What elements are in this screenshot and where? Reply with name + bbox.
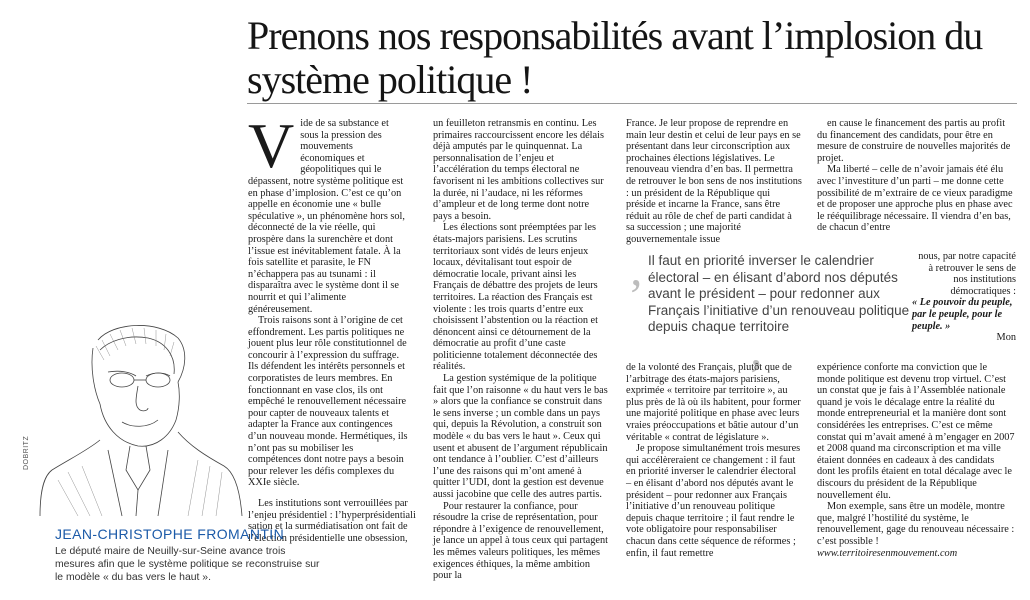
- paragraph: Pour restaurer la confiance, pour résoudre la crise de représentation, pour répondre à l’exigence de renouvellement, je lance un appel à tous ceux qui partagent les mêmes valeurs politiques, les mêmes exigences éthiques, la même ambition pour la: [433, 500, 608, 582]
- paragraph: Trois raisons sont à l’origine de cet effondrement. Les partis politiques ne jouent plus leur rôle constitutionnel de concourir à l’expression du suffrage. Ils défendent les intérêts personnels et corporatistes de leurs membres. En fonctionnant en vase clos, ils ont empêché le renouvellement nécessaire pour capter de nouveaux talents et adapter la France aux contingences d’un nouveau monde. Hermétiques, ils n’ont pas su mobiliser les compétences dont notre pays a besoin pour relever les défis complexes du XXIe siècle.: [248, 315, 408, 489]
- paragraph: Je propose simultanément trois mesures qui accélèreraient ce changement : il faut en priorité inverser le calendrier électoral – en élisant d’abord nos députés avant le président – pour redonner aux Français l’initiative d’un renouveau politique depuis chaque territoire ; il faut rendre le vote obligatoire pour responsabiliser chacun dans cette séquence de réformes ; enfin, il faut remettre: [626, 443, 801, 559]
- paragraph: en cause le financement des partis au profit du financement des candidats, pour être en mesure de construire de nouvelles majorités de projet.: [817, 118, 1011, 164]
- quote-close-icon: ‚: [748, 323, 764, 376]
- paragraph: La gestion systémique de la politique fait que l’on raisonne « du haut vers le bas » alors que la confiance se construit dans le sens inverse ; un comble dans un pays qui, depuis la Révolution, a construit son modèle « du bas vers le haut ». Ceux qui usent et abusent de l’argument républicain ont tendance à l’oublier. C’est d’ailleurs l’une des raisons qui m’ont amené à quitter l’UDI, dont la gestion est devenue aussi jacobine que celle des autres partis.: [433, 373, 608, 500]
- illustration-credit: DOBRITZ: [23, 435, 30, 470]
- article-column-3: [626, 118, 802, 246]
- article-column-3-lower: [626, 362, 802, 559]
- pull-quote: [632, 253, 912, 336]
- author-bio: Le député maire de Neuilly-sur-Seine avance trois mesures afin que le système politique se reconstruise sur le modèle « du bas vers le haut ».: [55, 546, 320, 584]
- paragraph: nous, par notre capacité à retrouver le sens de nos institutions démocratiques :: [918, 251, 1016, 297]
- paragraph: France. Je leur propose de reprendre en main leur destin et celui de leur pays en se présentant dans leur circonscription aux prochaines élections législatives. Le renouveau viendra d’en bas. Il permettra de retrouver le bon sens de nos institutions : un président de la République qui préside et incarne la France, sans être réduit au rôle de chef de parti candidat à sa succession ; une majorité gouvernementale issue: [626, 118, 802, 245]
- headline: Prenons nos responsabilités avant l’implosion du système politique !: [247, 13, 983, 102]
- article-column-4-lower: [817, 362, 1015, 559]
- quote-inline: « Le pouvoir du peuple, par le peuple, pour le peuple. »: [912, 297, 1013, 332]
- article-column-4: [817, 118, 1015, 234]
- pull-quote-text: Il faut en priorité inverser le calendrier électoral – en élisant d’abord nos députés avant le président – pour redonner aux Français l’initiative d’un renouveau politique depuis chaque territoire: [648, 253, 910, 335]
- paragraph: Mon: [996, 332, 1016, 344]
- paragraph: Ma liberté – celle de n’avoir jamais été élu avec l’investiture d’un parti – me donne cette possibilité de m’extraire de ce vieux paradigme et de proposer une approche plus en phase avec le rééquilibrage nécessaire. Il viendra d’en bas, de chacun d’entre: [817, 164, 1013, 234]
- quote-open-icon: ‚: [628, 243, 644, 296]
- author-name: JEAN-CHRISTOPHE FROMANTIN: [55, 526, 285, 542]
- drop-cap: V: [248, 110, 295, 181]
- article-column-2: [433, 118, 609, 582]
- paragraph: un feuilleton retransmis en continu. Les primaires raccourcissent encore les délais déjà amputés par le quinquennat. La personnalisation de l’enjeu et l’accélération du temps électoral ne favorisent ni les ambitions collectives sur la durée, ni l’audace, ni les réformes d’ampleur et de long terme dont notre pays a besoin.: [433, 118, 604, 222]
- paragraph: Les institutions sont verrouillées par l’enjeu présidentiel : l’hyperprésidentiali sation et la surmédiatisation ont fait de l’élection présidentielle une obsession,: [248, 498, 416, 544]
- website-link[interactable]: www.territoiresenmouvement.com: [817, 547, 958, 559]
- paragraph: Les élections sont préemptées par les états-majors parisiens. Les scrutins territoriaux sont vidés de leurs enjeux locaux, dévitalisant tout espoir de démocratie locale, privant ainsi les Français de débattre des projets de leurs territoires. La réaction des Français est violente : les trois quarts d’entre eux choisissent l’abstention ou la réaction et dénoncent ainsi ce détournement de la démocratie au profit d’une caste politicienne totalement déconnectée des réalités.: [433, 222, 598, 373]
- headline-divider: [247, 103, 1017, 104]
- article-column-1: [248, 110, 408, 489]
- author-portrait-illustration: [38, 320, 243, 518]
- paragraph: de la volonté des Français, plutôt que de l’arbitrage des états-majors parisiens, exprimée « territoire par territoire », au plus près de là où ils habitent, pour former une majorité politique en phase avec leurs vraies préoccupations et bâtie autour d’un véritable « contrat de législature ».: [626, 362, 801, 443]
- paragraph: Mon exemple, sans être un modèle, montre que, malgré l’hostilité du système, le renouvellement, gage du renouveau nécessaire : c’est possible !: [817, 501, 1015, 547]
- article-column-4-side: [912, 251, 1016, 344]
- paragraph: expérience conforte ma conviction que le monde politique est devenu trop virtuel. C’est un constat que je fais à l’Assemblée nationale quand je vois le décalage entre la réalité du monde entrepreneurial et la manière dont sont considérées les entreprises. C’est ce même constat qui m’avait amené à m’engager en 2007 et 2008 quand ma circonscription et ma ville étaient données en cadeaux à des candidats dont les profils étaient en total décalage avec le discours du président de la République nouvellement élu.: [817, 362, 1015, 501]
- paragraph: ide de sa substance et sous la pression des mouvements économiques et géopolitiques qui le dépassent, notre système politique est en phase d’implosion. C’est ce qu’on appelle en économie une « bulle spéculative », un phénomène hors sol, déconnecté de la vie réelle, qui prospère dans la surenchère et dont l’issue est inévitablement fatale. À la fois satellite et parasite, le FN n’échappera pas au tsunami : il disparaîtra avec le système dont il se nourrit et qui l’alimente généreusement.: [248, 118, 405, 315]
